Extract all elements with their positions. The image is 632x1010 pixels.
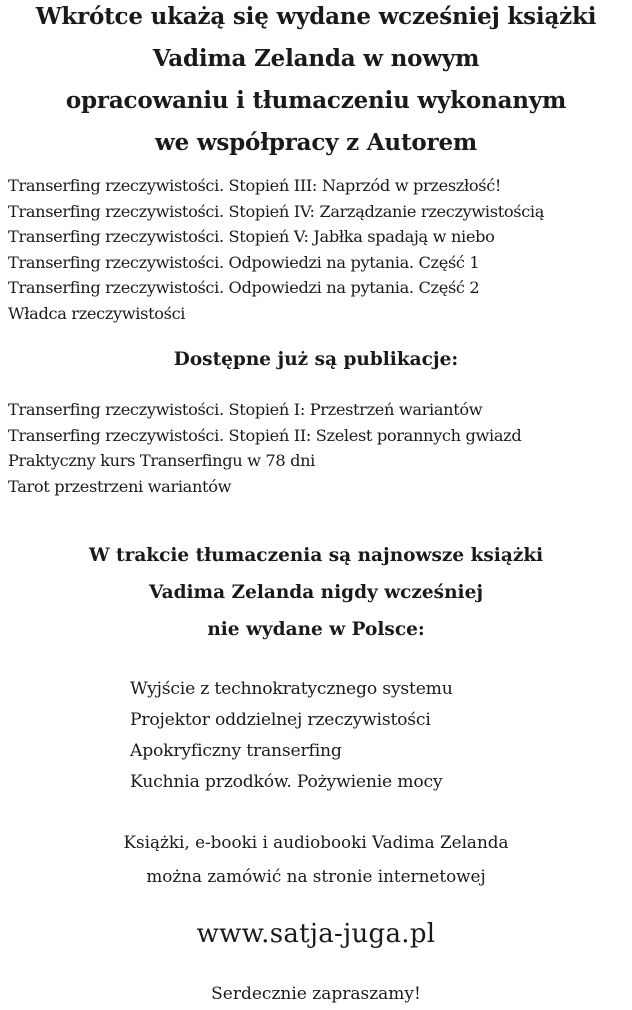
list-item: Transerfing rzeczywistości. Stopień II: Szelest porannych gwiazd [8,425,522,445]
list-item: Kuchnia przodków. Pożywienie mocy [130,772,443,792]
website-link[interactable]: www.satja-juga.pl [196,919,436,949]
in-translation-heading [0,537,632,648]
closing-text: Serdecznie zapraszamy! [211,984,421,1004]
list-item: Praktyczny kurs Transerfingu w 78 dni [8,451,315,470]
order-line: można zamówić na stronie internetowej [146,866,486,886]
announcement-line: Vadima Zelanda w nowym [152,45,480,72]
list-item: Transerfing rzeczywistości. Stopień V: Jabłka spadają w niebo [8,227,495,246]
available-heading: Dostępne już są publikacje: [173,349,459,370]
announcement-line: we współpracy z Autorem [154,129,478,156]
list-item: Transerfing rzeczywistości. Stopień IV: Zarządzanie rzeczywistością [8,201,545,221]
order-line: Książki, e-booki i audiobooki Vadima Zelanda [123,832,509,852]
list-item: Transerfing rzeczywistości. Odpowiedzi na pytania. Część 2 [8,278,480,297]
in-translation-heading-line: W trakcie tłumaczenia są najnowsze książki [88,545,544,566]
order-info [0,825,632,893]
list-item: Transerfing rzeczywistości. Stopień III: Naprzód w przeszłość! [8,176,502,195]
list-item: Wyjście z technokratycznego systemu [130,679,453,699]
list-item: Władca rzeczywistości [8,303,186,323]
in-translation-heading-line: nie wydane w Polsce: [207,619,425,640]
announcement-line: opracowaniu i tłumaczeniu wykonanym [65,87,567,114]
list-item: Apokryficzny transerfing [130,741,342,761]
announcement-line: Wkrótce ukażą się wydane wcześniej książki [35,3,597,30]
announcement-heading [0,0,632,164]
in-translation-books-list [130,674,453,798]
list-item: Transerfing rzeczywistości. Odpowiedzi na pytania. Część 1 [8,252,480,272]
list-item: Tarot przestrzeni wariantów [8,476,232,496]
upcoming-books-list [8,173,544,326]
list-item: Transerfing rzeczywistości. Stopień I: Przestrzeń wariantów [8,400,483,419]
list-item: Projektor oddzielnej rzeczywistości [130,710,431,730]
in-translation-heading-line: Vadima Zelanda nigdy wcześniej [148,582,484,603]
available-books-list [8,397,521,499]
